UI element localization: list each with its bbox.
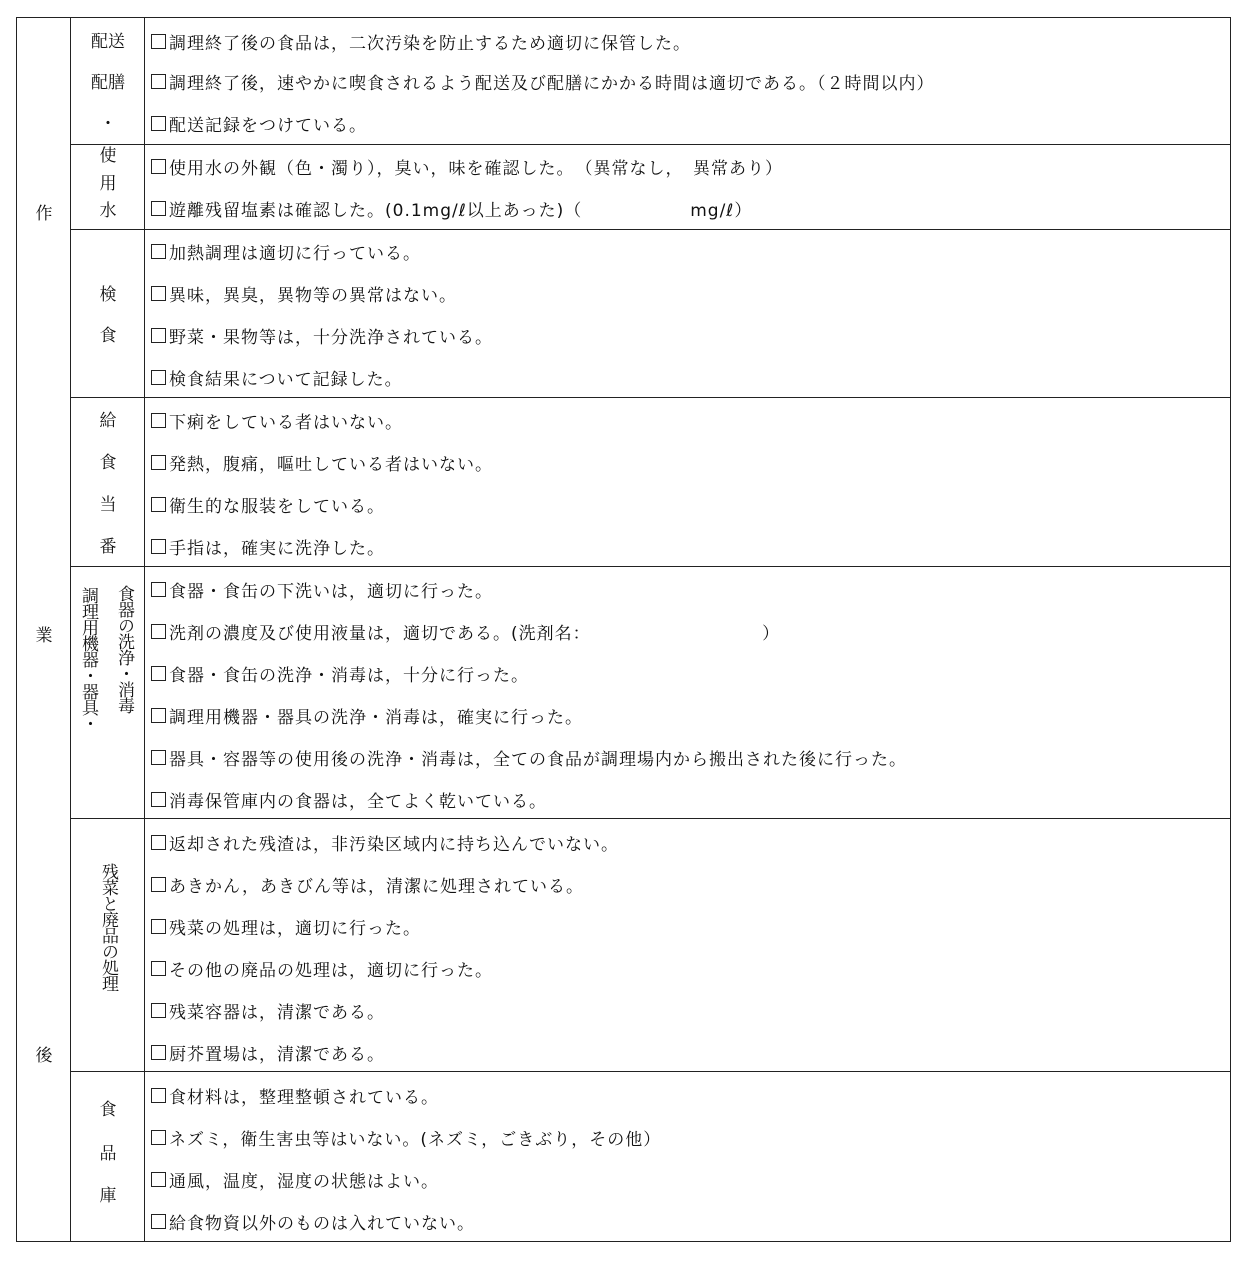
checklist-item[interactable] xyxy=(151,1039,1222,1065)
checklist-item[interactable] xyxy=(151,322,1222,348)
checkbox[interactable] xyxy=(151,1130,166,1145)
checklist-item[interactable] xyxy=(151,28,1222,54)
checkbox[interactable] xyxy=(151,539,166,554)
main-heading-char: 後 xyxy=(35,1046,53,1066)
checklist-item[interactable] xyxy=(151,744,1222,770)
category-char: 食 xyxy=(99,326,117,346)
checkbox[interactable] xyxy=(151,666,166,681)
checklist-item[interactable] xyxy=(151,871,1222,897)
item-text: 通風，温度，湿度の状態はよい。 xyxy=(169,1171,439,1192)
checklist-item[interactable] xyxy=(151,1124,1222,1150)
checkbox[interactable] xyxy=(151,497,166,512)
main-heading-char: 作 xyxy=(35,204,53,224)
category-haisou xyxy=(71,18,145,144)
section-kenshoku xyxy=(71,230,1230,398)
checkbox[interactable] xyxy=(151,1172,166,1187)
checkbox[interactable] xyxy=(151,1214,166,1229)
category-shiyousui xyxy=(71,145,145,229)
item-text: 配送記録をつけている。 xyxy=(169,115,367,136)
checklist-item[interactable] xyxy=(151,491,1222,517)
category-zansai xyxy=(71,819,145,1071)
category-char: 水 xyxy=(99,201,117,221)
item-text: 厨芥置場は，清潔である。 xyxy=(169,1044,385,1065)
checklist-item[interactable] xyxy=(151,576,1222,602)
category-char: 食 xyxy=(99,1100,117,1120)
checklist-item[interactable] xyxy=(151,997,1222,1023)
checkbox[interactable] xyxy=(151,1088,166,1103)
checklist-item[interactable] xyxy=(151,364,1222,390)
category-char: 食 xyxy=(99,453,117,473)
item-text: 手指は，確実に洗浄した。 xyxy=(169,538,385,559)
category-char: 使 xyxy=(99,146,117,166)
item-text: 野菜・果物等は，十分洗浄されている。 xyxy=(169,327,493,348)
checklist-item[interactable] xyxy=(151,829,1222,855)
checklist-item[interactable] xyxy=(151,407,1222,433)
section-shokuhinko xyxy=(71,1072,1230,1242)
item-text: あきかん，あきびん等は，清潔に処理されている。 xyxy=(169,876,585,897)
checkbox[interactable] xyxy=(151,582,166,597)
section-toban xyxy=(71,398,1230,567)
checkbox[interactable] xyxy=(151,708,166,723)
item-text: 調理用機器・器具の洗浄・消毒は，確実に行った。 xyxy=(169,707,583,728)
item-text: 調理終了後，速やかに喫食されるよう配送及び配膳にかかる時間は適切である。（２時間以内） xyxy=(169,73,935,94)
category-toban xyxy=(71,398,145,566)
checklist-item[interactable] xyxy=(151,280,1222,306)
section-senjou xyxy=(71,567,1230,819)
item-text: 残菜容器は，清潔である。 xyxy=(169,1002,385,1023)
item-text: ネズミ，衛生害虫等はいない。(ネズミ，ごきぶり，その他） xyxy=(169,1129,662,1150)
item-text: 遊離残留塩素は確認した。(0.1mg/ℓ以上あった)（ mg/ℓ） xyxy=(169,200,753,221)
item-text: 消毒保管庫内の食器は，全てよく乾いている。 xyxy=(169,791,547,812)
checkbox[interactable] xyxy=(151,328,166,343)
item-text: 検食結果について記録した。 xyxy=(169,369,403,390)
category-char: 番 xyxy=(99,537,117,557)
checkbox[interactable] xyxy=(151,624,166,639)
section-haisou xyxy=(71,18,1230,145)
checklist-item[interactable] xyxy=(151,68,1222,94)
checklist-item[interactable] xyxy=(151,702,1222,728)
item-text: 食材料は，整理整頓されている。 xyxy=(169,1087,439,1108)
item-text: 食器・食缶の洗浄・消毒は，十分に行った。 xyxy=(169,665,529,686)
checkbox[interactable] xyxy=(151,201,166,216)
category-char: 配送 xyxy=(91,32,125,52)
checklist-item[interactable] xyxy=(151,153,1222,179)
checklist-item[interactable] xyxy=(151,955,1222,981)
main-heading-char: 業 xyxy=(35,626,53,646)
checklist-item[interactable] xyxy=(151,110,1222,136)
checkbox[interactable] xyxy=(151,1045,166,1060)
section-zansai xyxy=(71,819,1230,1072)
checkbox[interactable] xyxy=(151,792,166,807)
category-vertical-text: 残菜と廃品の処理 xyxy=(98,863,118,991)
category-char: ・ xyxy=(99,114,117,134)
checklist-item[interactable] xyxy=(151,1166,1222,1192)
item-text: 器具・容器等の使用後の洗浄・消毒は，全ての食品が調理場内から搬出された後に行った。 xyxy=(169,749,907,770)
category-kenshoku xyxy=(71,230,145,397)
category-senjou xyxy=(71,567,145,818)
checklist-item[interactable] xyxy=(151,618,1222,644)
checkbox[interactable] xyxy=(151,413,166,428)
item-text: 加熱調理は適切に行っている。 xyxy=(169,243,421,264)
checklist-item[interactable] xyxy=(151,449,1222,475)
item-text: 発熱，腹痛，嘔吐している者はいない。 xyxy=(169,454,493,475)
checkbox[interactable] xyxy=(151,286,166,301)
checklist-item[interactable] xyxy=(151,660,1222,686)
checkbox[interactable] xyxy=(151,34,166,49)
category-char: 庫 xyxy=(99,1186,117,1206)
checklist-item[interactable] xyxy=(151,195,1222,221)
item-text: 使用水の外観（色・濁り），臭い，味を確認した。 （異常なし， 異常あり） xyxy=(169,158,783,179)
checklist-item[interactable] xyxy=(151,533,1222,559)
checkbox[interactable] xyxy=(151,750,166,765)
checkbox[interactable] xyxy=(151,1003,166,1018)
category-char: 配膳 xyxy=(91,73,125,93)
category-char: 検 xyxy=(99,285,117,305)
checklist-item[interactable] xyxy=(151,1082,1222,1108)
checklist-item[interactable] xyxy=(151,913,1222,939)
checkbox[interactable] xyxy=(151,961,166,976)
category-char: 当 xyxy=(99,495,117,515)
checkbox[interactable] xyxy=(151,370,166,385)
category-vertical-text: 調理用機器・器具・ xyxy=(78,587,98,731)
checklist-item[interactable] xyxy=(151,1208,1222,1234)
category-char: 給 xyxy=(99,411,117,431)
checkbox[interactable] xyxy=(151,835,166,850)
category-char: 品 xyxy=(99,1144,117,1164)
item-text: 返却された残渣は，非汚染区域内に持ち込んでいない。 xyxy=(169,834,619,855)
item-text: 異味，異臭，異物等の異常はない。 xyxy=(169,285,457,306)
category-char: 用 xyxy=(99,174,117,194)
checklist-item[interactable] xyxy=(151,238,1222,264)
item-text: その他の廃品の処理は，適切に行った。 xyxy=(169,960,493,981)
item-text: 給食物資以外のものは入れていない。 xyxy=(169,1213,475,1234)
item-text: 衛生的な服装をしている。 xyxy=(169,496,385,517)
item-text: 残菜の処理は，適切に行った。 xyxy=(169,918,421,939)
item-text: 調理終了後の食品は，二次汚染を防止するため適切に保管した。 xyxy=(169,33,691,54)
checkbox[interactable] xyxy=(151,244,166,259)
checkbox[interactable] xyxy=(151,877,166,892)
checkbox[interactable] xyxy=(151,74,166,89)
checklist-item[interactable] xyxy=(151,786,1222,812)
checkbox[interactable] xyxy=(151,116,166,131)
checklist-table xyxy=(16,17,1231,1242)
item-text: 食器・食缶の下洗いは，適切に行った。 xyxy=(169,581,493,602)
checkbox[interactable] xyxy=(151,159,166,174)
item-text: 洗剤の濃度及び使用液量は，適切である。(洗剤名： ） xyxy=(169,623,781,644)
main-heading-column xyxy=(17,18,71,1241)
category-shokuhinko xyxy=(71,1072,145,1242)
section-shiyousui xyxy=(71,145,1230,230)
checkbox[interactable] xyxy=(151,455,166,470)
item-text: 下痢をしている者はいない。 xyxy=(169,412,403,433)
checkbox[interactable] xyxy=(151,919,166,934)
category-vertical-text: 食器の洗浄・消毒 xyxy=(114,585,134,713)
